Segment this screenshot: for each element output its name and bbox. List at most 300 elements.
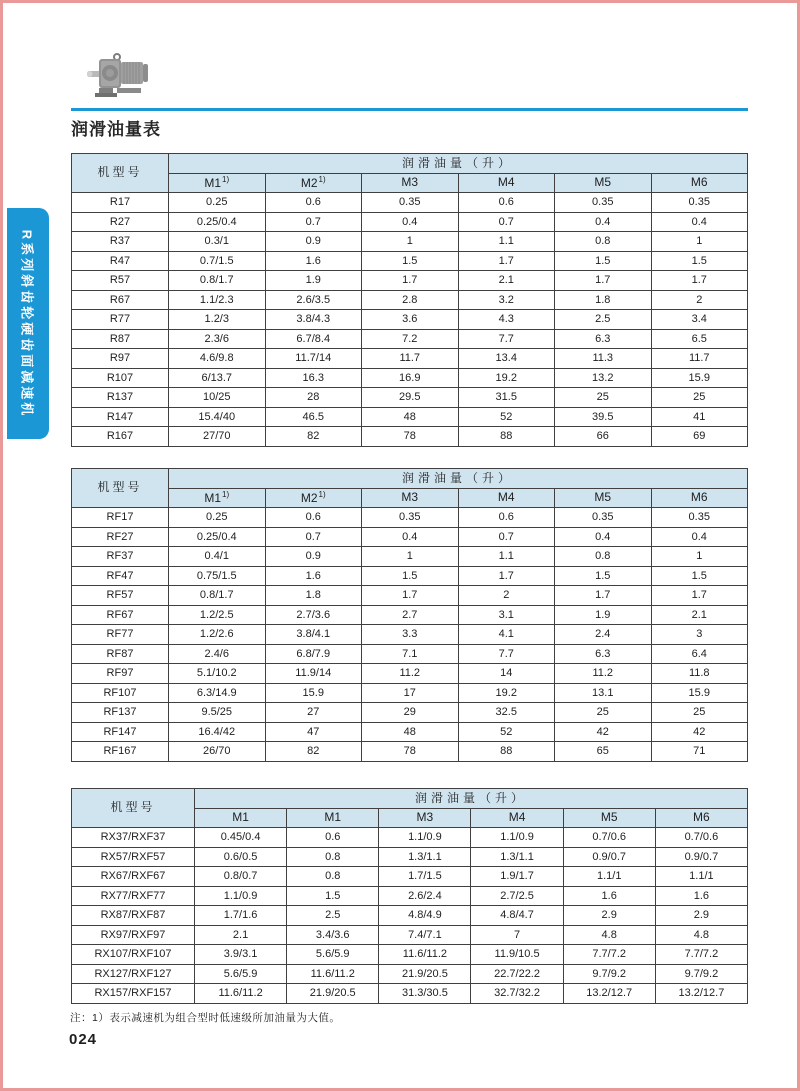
oil-value-cell: 2 xyxy=(651,290,748,310)
table-row xyxy=(72,290,748,310)
oil-value-cell: 3.4/3.6 xyxy=(287,925,379,945)
oil-value-cell: 2.7/3.6 xyxy=(265,605,362,625)
table-row xyxy=(72,703,748,723)
oil-value-cell: 3.9/3.1 xyxy=(195,945,287,965)
oil-value-cell: 5.6/5.9 xyxy=(195,964,287,984)
oil-value-cell: 10/25 xyxy=(169,388,266,408)
table-row xyxy=(72,906,748,926)
oil-value-cell: 0.25 xyxy=(169,508,266,528)
oil-value-cell: 39.5 xyxy=(555,407,652,427)
oil-value-cell: 0.35 xyxy=(555,508,652,528)
oil-value-cell: 71 xyxy=(651,742,748,762)
oil-value-cell: 1.2/2.6 xyxy=(169,625,266,645)
model-cell: R97 xyxy=(72,349,169,369)
table-row xyxy=(72,407,748,427)
oil-value-cell: 9.7/9.2 xyxy=(655,964,747,984)
oil-value-cell: 13.4 xyxy=(458,349,555,369)
oil-value-cell: 0.9/0.7 xyxy=(655,847,747,867)
oil-value-cell: 1.9 xyxy=(265,271,362,291)
oil-value-cell: 1.7 xyxy=(555,271,652,291)
oil-value-cell: 11.9/14 xyxy=(265,664,362,684)
oil-value-cell: 1.7/1.5 xyxy=(379,867,471,887)
oil-value-cell: 0.8/0.7 xyxy=(195,867,287,887)
oil-value-cell: 6.3 xyxy=(555,644,652,664)
table-row xyxy=(72,722,748,742)
oil-value-cell: 3.8/4.1 xyxy=(265,625,362,645)
oil-value-cell: 25 xyxy=(651,388,748,408)
oil-value-cell: 1.6 xyxy=(265,251,362,271)
oil-value-cell: 88 xyxy=(458,427,555,447)
table-row xyxy=(72,329,748,349)
column-header-m1-0: M1 xyxy=(195,808,287,828)
oil-value-cell: 1.1/1 xyxy=(655,867,747,887)
oil-value-cell: 2.9 xyxy=(563,906,655,926)
model-cell: RF27 xyxy=(72,527,169,547)
table-row xyxy=(72,925,748,945)
oil-value-cell: 0.4 xyxy=(555,212,652,232)
oil-value-cell: 1.1/0.9 xyxy=(195,886,287,906)
oil-value-cell: 0.7/1.5 xyxy=(169,251,266,271)
oil-value-cell: 25 xyxy=(555,388,652,408)
oil-value-cell: 11.7/14 xyxy=(265,349,362,369)
oil-value-cell: 14 xyxy=(458,664,555,684)
oil-value-cell: 31.5 xyxy=(458,388,555,408)
oil-value-cell: 0.45/0.4 xyxy=(195,828,287,848)
table-row xyxy=(72,644,748,664)
oil-quantity-span-header: 润滑油量（升） xyxy=(169,469,748,489)
oil-value-cell: 0.8/1.7 xyxy=(169,586,266,606)
oil-value-cell: 48 xyxy=(362,407,459,427)
column-header-m5-4: M5 xyxy=(555,488,652,508)
oil-value-cell: 1.9/1.7 xyxy=(471,867,563,887)
model-cell: R77 xyxy=(72,310,169,330)
oil-value-cell: 6.7/8.4 xyxy=(265,329,362,349)
oil-value-cell: 19.2 xyxy=(458,368,555,388)
model-cell: R147 xyxy=(72,407,169,427)
oil-value-cell: 1.5 xyxy=(651,566,748,586)
oil-value-cell: 2.8 xyxy=(362,290,459,310)
oil-value-cell: 1.6 xyxy=(655,886,747,906)
oil-value-cell: 7.4/7.1 xyxy=(379,925,471,945)
oil-value-cell: 3 xyxy=(651,625,748,645)
oil-value-cell: 4.8/4.7 xyxy=(471,906,563,926)
oil-value-cell: 66 xyxy=(555,427,652,447)
table-row xyxy=(72,508,748,528)
oil-value-cell: 16.4/42 xyxy=(169,722,266,742)
oil-value-cell: 2.1 xyxy=(651,605,748,625)
oil-value-cell: 1.5 xyxy=(555,251,652,271)
table-row xyxy=(72,212,748,232)
oil-value-cell: 1.6 xyxy=(563,886,655,906)
footnote: 注：1）表示减速机为组合型时低速级所加油量为大值。 xyxy=(70,1012,341,1024)
model-cell: RF47 xyxy=(72,566,169,586)
oil-value-cell: 0.7 xyxy=(265,212,362,232)
oil-value-cell: 4.3 xyxy=(458,310,555,330)
oil-value-cell: 1.8 xyxy=(265,586,362,606)
oil-value-cell: 2.5 xyxy=(555,310,652,330)
oil-value-cell: 0.7/0.6 xyxy=(563,828,655,848)
oil-value-cell: 52 xyxy=(458,407,555,427)
table-row xyxy=(72,847,748,867)
oil-value-cell: 6.3/14.9 xyxy=(169,683,266,703)
oil-value-cell: 7.7 xyxy=(458,329,555,349)
oil-value-cell: 0.75/1.5 xyxy=(169,566,266,586)
oil-value-cell: 15.9 xyxy=(265,683,362,703)
oil-value-cell: 0.6 xyxy=(265,508,362,528)
oil-value-cell: 7.7 xyxy=(458,644,555,664)
oil-value-cell: 1.5 xyxy=(287,886,379,906)
model-cell: RX77/RXF77 xyxy=(72,886,195,906)
model-cell: R17 xyxy=(72,193,169,213)
oil-value-cell: 1 xyxy=(651,547,748,567)
table-row xyxy=(72,683,748,703)
oil-value-cell: 0.8 xyxy=(287,867,379,887)
oil-value-cell: 1.1/0.9 xyxy=(379,828,471,848)
oil-value-cell: 1.7 xyxy=(362,271,459,291)
table-row xyxy=(72,984,748,1004)
table-row xyxy=(72,886,748,906)
oil-value-cell: 11.6/11.2 xyxy=(287,964,379,984)
oil-value-cell: 11.7 xyxy=(362,349,459,369)
oil-value-cell: 0.25/0.4 xyxy=(169,527,266,547)
table-row xyxy=(72,527,748,547)
oil-value-cell: 2.7/2.5 xyxy=(471,886,563,906)
table-row xyxy=(72,310,748,330)
model-cell: RX87/RXF87 xyxy=(72,906,195,926)
model-cell: R167 xyxy=(72,427,169,447)
oil-value-cell: 25 xyxy=(651,703,748,723)
oil-value-cell: 1.7/1.6 xyxy=(195,906,287,926)
oil-value-cell: 1.7 xyxy=(458,566,555,586)
oil-value-cell: 29 xyxy=(362,703,459,723)
oil-value-cell: 0.35 xyxy=(651,508,748,528)
model-cell: R37 xyxy=(72,232,169,252)
oil-value-cell: 82 xyxy=(265,742,362,762)
column-header-m5-4: M5 xyxy=(555,173,652,193)
model-cell: RX127/RXF127 xyxy=(72,964,195,984)
oil-value-cell: 0.4 xyxy=(651,212,748,232)
model-cell: RF167 xyxy=(72,742,169,762)
oil-value-cell: 42 xyxy=(651,722,748,742)
oil-value-cell: 27/70 xyxy=(169,427,266,447)
oil-value-cell: 78 xyxy=(362,742,459,762)
oil-value-cell: 46.5 xyxy=(265,407,362,427)
table-row xyxy=(72,388,748,408)
model-cell: R57 xyxy=(72,271,169,291)
oil-value-cell: 3.2 xyxy=(458,290,555,310)
table-row xyxy=(72,664,748,684)
oil-value-cell: 1.9 xyxy=(555,605,652,625)
oil-value-cell: 2 xyxy=(458,586,555,606)
oil-value-cell: 1.1/1 xyxy=(563,867,655,887)
model-cell: R137 xyxy=(72,388,169,408)
oil-value-cell: 11.3 xyxy=(555,349,652,369)
oil-value-cell: 41 xyxy=(651,407,748,427)
oil-value-cell: 9.5/25 xyxy=(169,703,266,723)
oil-value-cell: 3.3 xyxy=(362,625,459,645)
oil-value-cell: 4.8 xyxy=(655,925,747,945)
oil-value-cell: 5.6/5.9 xyxy=(287,945,379,965)
oil-value-cell: 6.8/7.9 xyxy=(265,644,362,664)
oil-value-cell: 52 xyxy=(458,722,555,742)
oil-value-cell: 3.1 xyxy=(458,605,555,625)
oil-value-cell: 1.7 xyxy=(555,586,652,606)
oil-quantity-table-rf xyxy=(71,468,748,762)
oil-value-cell: 1.6 xyxy=(265,566,362,586)
oil-value-cell: 26/70 xyxy=(169,742,266,762)
oil-value-cell: 0.35 xyxy=(362,508,459,528)
model-cell: R107 xyxy=(72,368,169,388)
oil-value-cell: 0.3/1 xyxy=(169,232,266,252)
oil-value-cell: 0.8/1.7 xyxy=(169,271,266,291)
oil-value-cell: 1 xyxy=(362,232,459,252)
oil-value-cell: 0.7 xyxy=(458,212,555,232)
gear-motor-illustration xyxy=(87,49,151,101)
page-number: 024 xyxy=(69,1031,98,1048)
oil-value-cell: 0.35 xyxy=(362,193,459,213)
oil-value-cell: 88 xyxy=(458,742,555,762)
table-row xyxy=(72,193,748,213)
oil-value-cell: 15.9 xyxy=(651,368,748,388)
oil-value-cell: 7.1 xyxy=(362,644,459,664)
oil-value-cell: 2.6/3.5 xyxy=(265,290,362,310)
model-cell: RX37/RXF37 xyxy=(72,828,195,848)
oil-value-cell: 2.9 xyxy=(655,906,747,926)
oil-value-cell: 0.4 xyxy=(362,527,459,547)
oil-value-cell: 25 xyxy=(555,703,652,723)
oil-value-cell: 0.8 xyxy=(555,547,652,567)
oil-value-cell: 0.6 xyxy=(458,508,555,528)
oil-value-cell: 42 xyxy=(555,722,652,742)
oil-value-cell: 17 xyxy=(362,683,459,703)
oil-value-cell: 0.35 xyxy=(651,193,748,213)
model-cell: RF87 xyxy=(72,644,169,664)
oil-value-cell: 11.9/10.5 xyxy=(471,945,563,965)
oil-value-cell: 11.6/11.2 xyxy=(379,945,471,965)
oil-value-cell: 0.4 xyxy=(555,527,652,547)
model-cell: R47 xyxy=(72,251,169,271)
oil-value-cell: 4.6/9.8 xyxy=(169,349,266,369)
oil-value-cell: 1.1/2.3 xyxy=(169,290,266,310)
oil-value-cell: 1.8 xyxy=(555,290,652,310)
column-header-m6-5: M6 xyxy=(655,808,747,828)
oil-value-cell: 6.3 xyxy=(555,329,652,349)
oil-value-cell: 0.4 xyxy=(651,527,748,547)
oil-value-cell: 1.2/2.5 xyxy=(169,605,266,625)
oil-value-cell: 0.9 xyxy=(265,232,362,252)
oil-value-cell: 21.9/20.5 xyxy=(379,964,471,984)
oil-value-cell: 69 xyxy=(651,427,748,447)
oil-value-cell: 0.6 xyxy=(458,193,555,213)
table-row xyxy=(72,605,748,625)
column-header-m1-0: M1$^{1)}$ xyxy=(169,488,266,508)
sidebar-series-label: R系列斜齿轮硬齿面减速机 xyxy=(19,229,35,418)
model-cell: RF37 xyxy=(72,547,169,567)
oil-value-cell: 1.1 xyxy=(458,232,555,252)
model-cell: RX97/RXF97 xyxy=(72,925,195,945)
column-header-m3-2: M3 xyxy=(362,173,459,193)
oil-value-cell: 11.2 xyxy=(555,664,652,684)
model-cell: R67 xyxy=(72,290,169,310)
oil-value-cell: 0.6/0.5 xyxy=(195,847,287,867)
oil-value-cell: 0.4 xyxy=(362,212,459,232)
oil-value-cell: 32.7/32.2 xyxy=(471,984,563,1004)
sidebar-series-tab xyxy=(7,208,49,439)
column-header-m6-5: M6 xyxy=(651,173,748,193)
oil-value-cell: 11.6/11.2 xyxy=(195,984,287,1004)
column-header-m4-3: M4 xyxy=(471,808,563,828)
oil-value-cell: 5.1/10.2 xyxy=(169,664,266,684)
model-cell: RX107/RXF107 xyxy=(72,945,195,965)
oil-value-cell: 2.4 xyxy=(555,625,652,645)
oil-value-cell: 29.5 xyxy=(362,388,459,408)
oil-value-cell: 4.8 xyxy=(563,925,655,945)
oil-value-cell: 1.3/1.1 xyxy=(471,847,563,867)
oil-value-cell: 0.25 xyxy=(169,193,266,213)
column-header-m2-1: M2$^{1)}$ xyxy=(265,173,362,193)
oil-value-cell: 1 xyxy=(651,232,748,252)
oil-value-cell: 7.2 xyxy=(362,329,459,349)
table-row xyxy=(72,964,748,984)
model-column-header: 机型号 xyxy=(72,154,169,193)
model-column-header: 机型号 xyxy=(72,469,169,508)
header-divider xyxy=(71,108,748,111)
oil-value-cell: 15.4/40 xyxy=(169,407,266,427)
oil-value-cell: 32.5 xyxy=(458,703,555,723)
model-cell: RF57 xyxy=(72,586,169,606)
column-header-m2-1: M2$^{1)}$ xyxy=(265,488,362,508)
oil-value-cell: 21.9/20.5 xyxy=(287,984,379,1004)
oil-value-cell: 1 xyxy=(362,547,459,567)
oil-value-cell: 0.8 xyxy=(555,232,652,252)
oil-value-cell: 0.6 xyxy=(265,193,362,213)
model-cell: RF17 xyxy=(72,508,169,528)
oil-value-cell: 3.4 xyxy=(651,310,748,330)
oil-value-cell: 2.7 xyxy=(362,605,459,625)
oil-value-cell: 6.4 xyxy=(651,644,748,664)
model-cell: RF67 xyxy=(72,605,169,625)
oil-value-cell: 1.5 xyxy=(651,251,748,271)
model-cell: RF107 xyxy=(72,683,169,703)
oil-value-cell: 1.5 xyxy=(362,251,459,271)
oil-value-cell: 48 xyxy=(362,722,459,742)
model-cell: RX57/RXF57 xyxy=(72,847,195,867)
oil-quantity-span-header: 润滑油量（升） xyxy=(169,154,748,174)
table-row xyxy=(72,945,748,965)
oil-value-cell: 1.1 xyxy=(458,547,555,567)
oil-value-cell: 2.5 xyxy=(287,906,379,926)
oil-value-cell: 15.9 xyxy=(651,683,748,703)
oil-value-cell: 16.3 xyxy=(265,368,362,388)
table-row xyxy=(72,547,748,567)
oil-value-cell: 11.8 xyxy=(651,664,748,684)
oil-value-cell: 2.4/6 xyxy=(169,644,266,664)
oil-quantity-table-rx-rxf xyxy=(71,788,748,1004)
oil-value-cell: 1.3/1.1 xyxy=(379,847,471,867)
oil-value-cell: 3.8/4.3 xyxy=(265,310,362,330)
column-header-m1-0: M1$^{1)}$ xyxy=(169,173,266,193)
oil-value-cell: 11.2 xyxy=(362,664,459,684)
oil-quantity-span-header: 润滑油量（升） xyxy=(195,789,748,809)
oil-value-cell: 0.35 xyxy=(555,193,652,213)
oil-value-cell: 47 xyxy=(265,722,362,742)
gear-motor-image xyxy=(87,49,151,101)
table-row xyxy=(72,586,748,606)
oil-value-cell: 2.3/6 xyxy=(169,329,266,349)
oil-value-cell: 82 xyxy=(265,427,362,447)
page-title: 润滑油量表 xyxy=(71,120,161,139)
model-cell: RF77 xyxy=(72,625,169,645)
model-cell: R27 xyxy=(72,212,169,232)
table-row xyxy=(72,867,748,887)
oil-value-cell: 2.6/2.4 xyxy=(379,886,471,906)
oil-value-cell: 1.7 xyxy=(651,586,748,606)
oil-value-cell: 0.7/0.6 xyxy=(655,828,747,848)
oil-value-cell: 13.2/12.7 xyxy=(655,984,747,1004)
table-row xyxy=(72,625,748,645)
oil-value-cell: 13.2/12.7 xyxy=(563,984,655,1004)
oil-value-cell: 0.25/0.4 xyxy=(169,212,266,232)
table-row xyxy=(72,368,748,388)
oil-value-cell: 1.5 xyxy=(555,566,652,586)
oil-value-cell: 11.7 xyxy=(651,349,748,369)
oil-value-cell: 0.7 xyxy=(458,527,555,547)
table-row xyxy=(72,742,748,762)
table-row xyxy=(72,427,748,447)
oil-value-cell: 0.9 xyxy=(265,547,362,567)
oil-value-cell: 16.9 xyxy=(362,368,459,388)
oil-value-cell: 3.6 xyxy=(362,310,459,330)
oil-value-cell: 7 xyxy=(471,925,563,945)
column-header-m5-4: M5 xyxy=(563,808,655,828)
table-row xyxy=(72,232,748,252)
oil-value-cell: 1.7 xyxy=(458,251,555,271)
oil-value-cell: 0.7 xyxy=(265,527,362,547)
model-column-header: 机型号 xyxy=(72,789,195,828)
column-header-m4-3: M4 xyxy=(458,173,555,193)
oil-value-cell: 2.1 xyxy=(195,925,287,945)
oil-value-cell: 31.3/30.5 xyxy=(379,984,471,1004)
oil-value-cell: 2.1 xyxy=(458,271,555,291)
oil-value-cell: 22.7/22.2 xyxy=(471,964,563,984)
table-row xyxy=(72,566,748,586)
model-cell: RF147 xyxy=(72,722,169,742)
column-header-m3-2: M3 xyxy=(362,488,459,508)
oil-value-cell: 1.5 xyxy=(362,566,459,586)
oil-value-cell: 0.4/1 xyxy=(169,547,266,567)
oil-value-cell: 28 xyxy=(265,388,362,408)
oil-value-cell: 65 xyxy=(555,742,652,762)
column-header-m6-5: M6 xyxy=(651,488,748,508)
oil-value-cell: 1.2/3 xyxy=(169,310,266,330)
oil-value-cell: 1.7 xyxy=(651,271,748,291)
oil-value-cell: 6.5 xyxy=(651,329,748,349)
column-header-m1-1: M1 xyxy=(287,808,379,828)
oil-value-cell: 6/13.7 xyxy=(169,368,266,388)
oil-value-cell: 0.6 xyxy=(287,828,379,848)
oil-value-cell: 1.7 xyxy=(362,586,459,606)
oil-value-cell: 13.1 xyxy=(555,683,652,703)
oil-value-cell: 4.1 xyxy=(458,625,555,645)
table-row xyxy=(72,828,748,848)
oil-value-cell: 19.2 xyxy=(458,683,555,703)
oil-value-cell: 0.9/0.7 xyxy=(563,847,655,867)
oil-value-cell: 7.7/7.2 xyxy=(563,945,655,965)
table-row xyxy=(72,349,748,369)
column-header-m4-3: M4 xyxy=(458,488,555,508)
model-cell: RX157/RXF157 xyxy=(72,984,195,1004)
column-header-m3-2: M3 xyxy=(379,808,471,828)
